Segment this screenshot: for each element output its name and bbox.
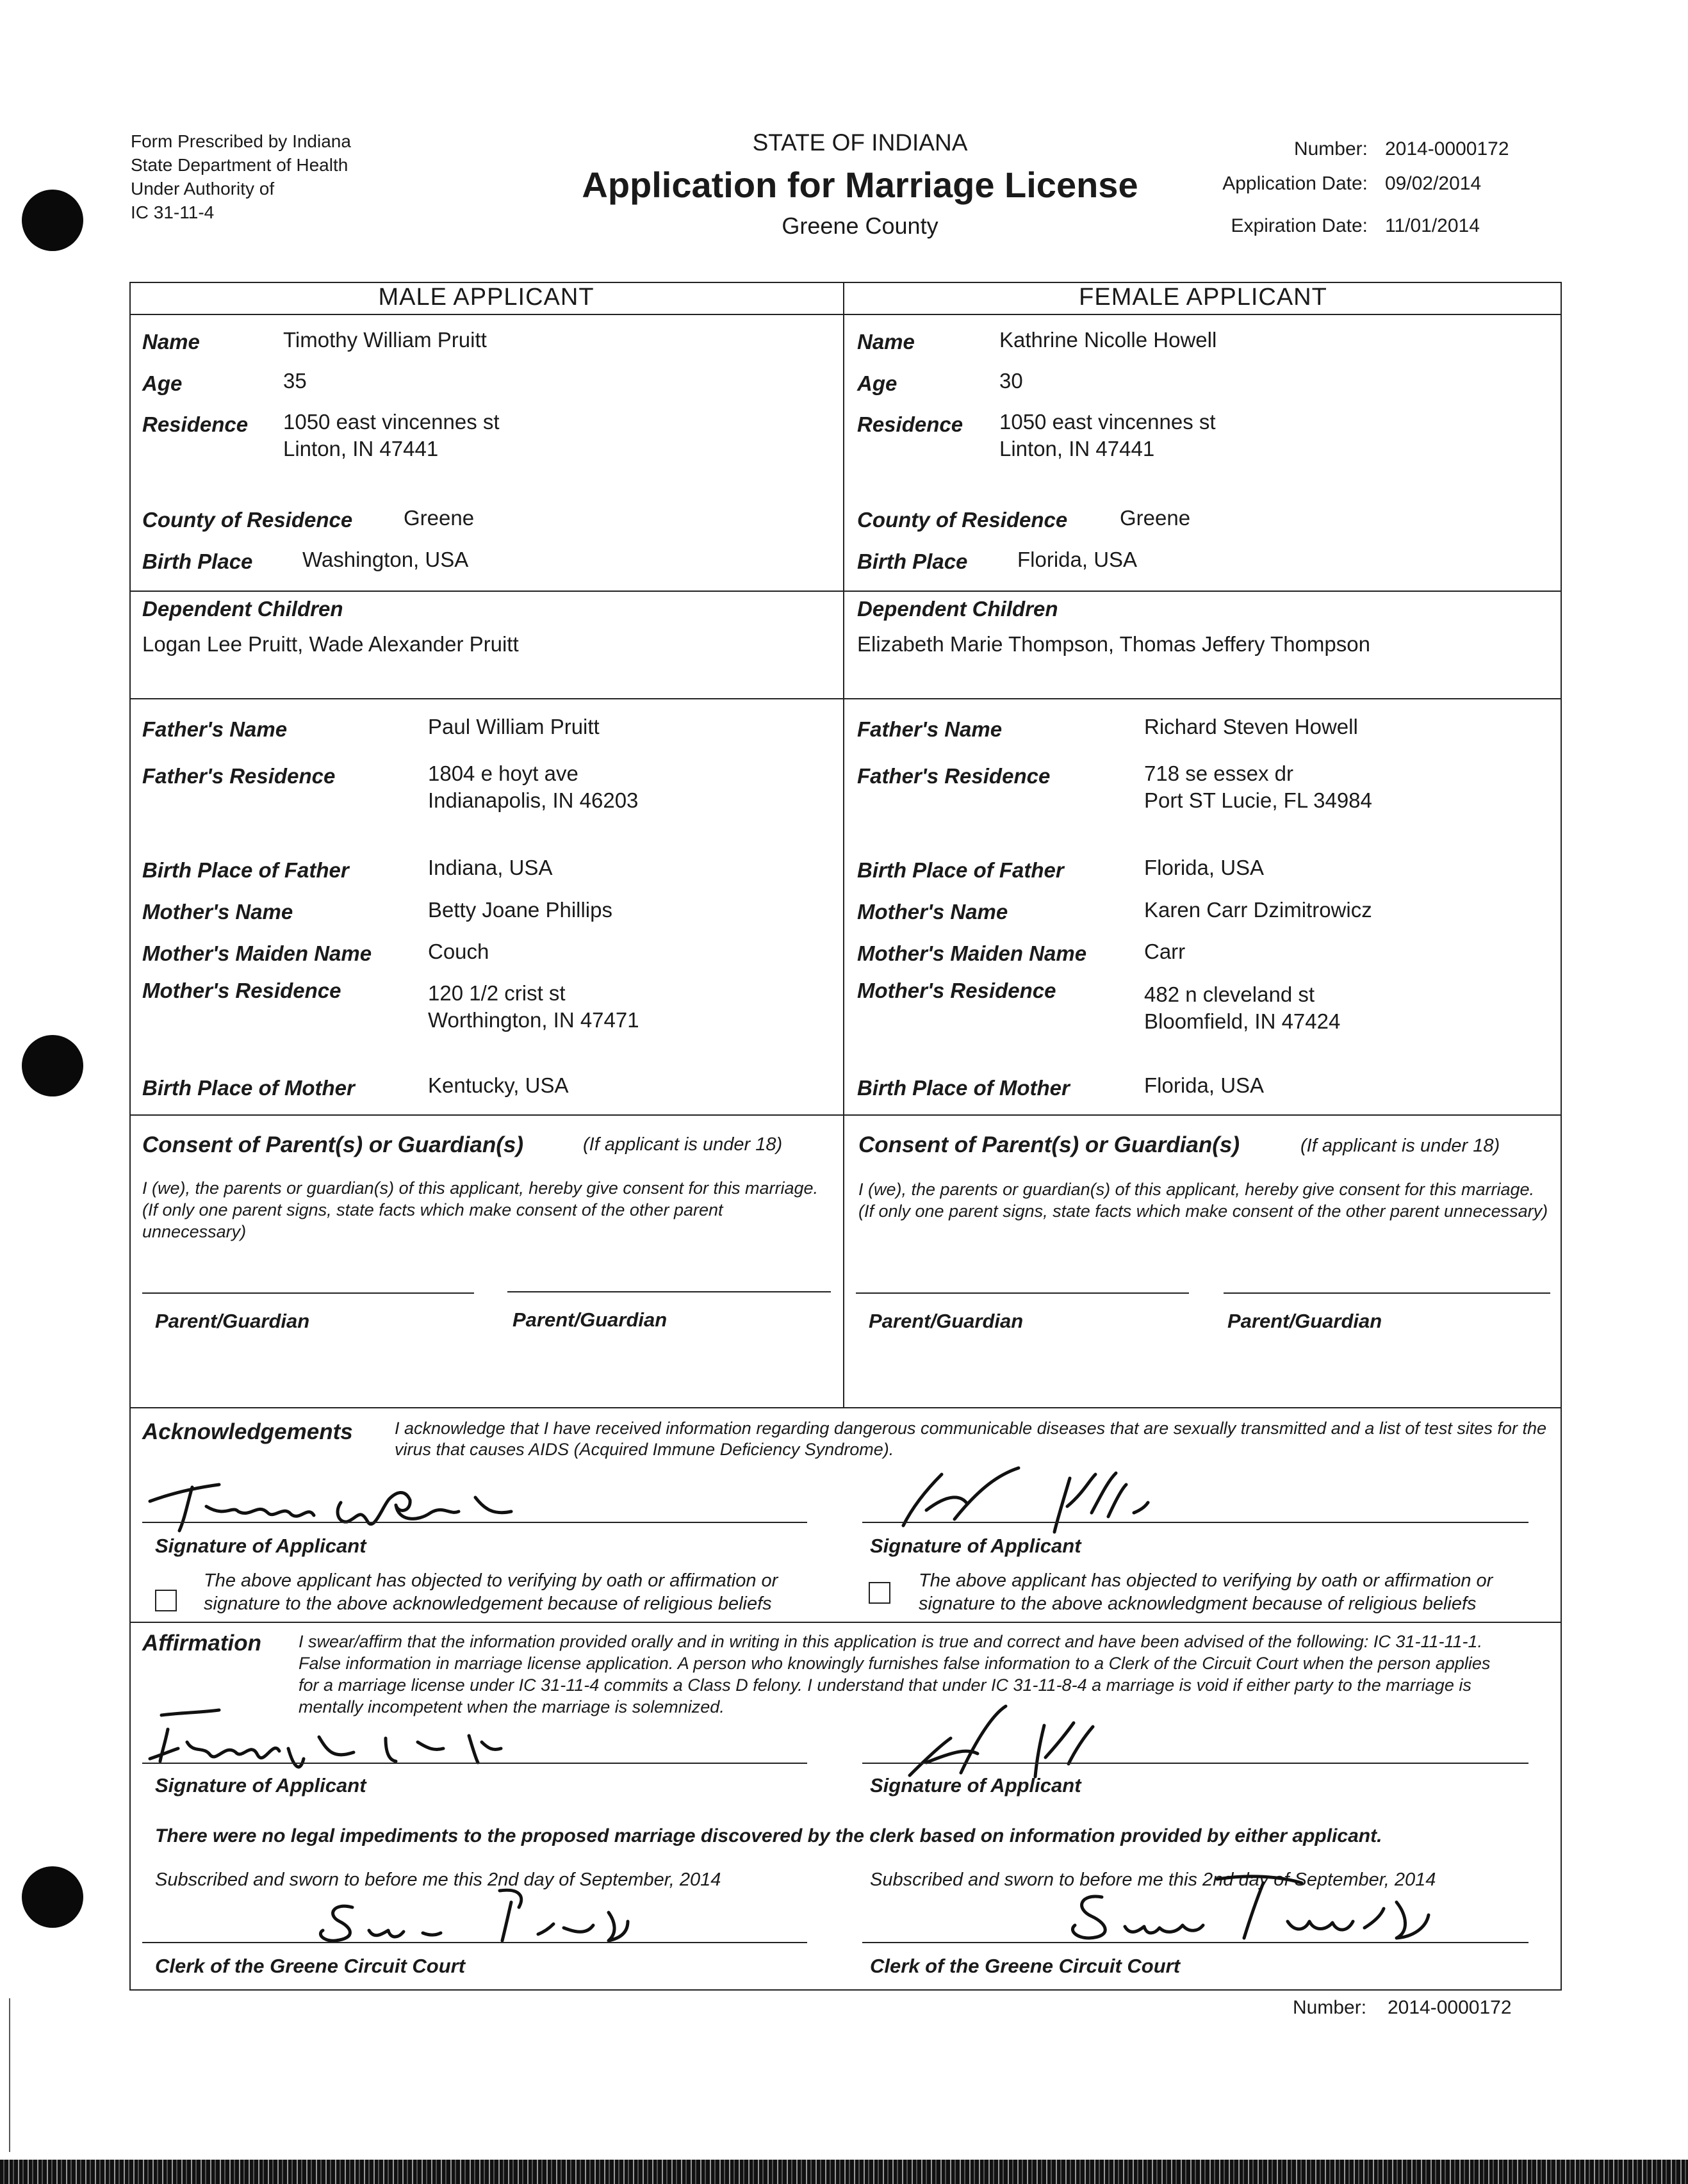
female-birthplace-label: Birth Place (857, 550, 968, 573)
female-father-residence-label: Father's Residence (857, 764, 1051, 788)
male-mother-name: Betty Joane Phillips (428, 898, 612, 922)
male-parent-guardian-label-2: Parent/Guardian (512, 1308, 668, 1331)
female-mother-maiden: Carr (1144, 940, 1186, 963)
female-applicant-heading: FEMALE APPLICANT (1079, 284, 1327, 311)
prescribed-line: Form Prescribed by Indiana (131, 131, 351, 151)
male-mother-name-label: Mother's Name (142, 900, 293, 924)
female-parent-guardian-line-2 (1224, 1292, 1550, 1294)
male-mother-maiden-label: Mother's Maiden Name (142, 941, 372, 965)
female-dependents: Elizabeth Marie Thompson, Thomas Jeffery Thompson (857, 632, 1370, 656)
divider-heading (129, 314, 1562, 315)
female-age-label: Age (857, 371, 897, 395)
male-affirm-signature-label: Signature of Applicant (155, 1774, 366, 1797)
male-parent-guardian-line-1 (142, 1292, 474, 1294)
male-residence-line2: Linton, IN 47441 (283, 437, 439, 460)
acknowledgements-text: I acknowledge that I have received information regarding dangerous communicable diseases that are sexually transmitted and a list of test sites for the virus that causes AIDS (Acquired Immune Deficiency Syndrome). (395, 1419, 1546, 1459)
male-mother-residence-line1: 120 1/2 crist st (428, 981, 566, 1005)
male-name-label: Name (142, 330, 200, 354)
female-father-birth-label: Birth Place of Father (857, 858, 1064, 882)
male-dependents: Logan Lee Pruitt, Wade Alexander Pruitt (142, 632, 519, 656)
male-father-birth: Indiana, USA (428, 856, 553, 879)
male-mother-residence-label: Mother's Residence (142, 979, 341, 1002)
male-consent-title: Consent of Parent(s) or Guardian(s) (142, 1132, 524, 1157)
male-birthplace-label: Birth Place (142, 550, 253, 573)
male-mother-birth: Kentucky, USA (428, 1073, 569, 1097)
female-mother-residence-line2: Bloomfield, IN 47424 (1144, 1009, 1341, 1033)
male-parent-guardian-label-1: Parent/Guardian (155, 1310, 310, 1332)
female-clerk-signature-line (862, 1942, 1528, 1943)
male-father-name-label: Father's Name (142, 717, 288, 741)
prescribed-line: Under Authority of (131, 179, 275, 199)
male-birthplace: Washington, USA (302, 548, 469, 571)
footer-number-label: Number: (1293, 1997, 1367, 2018)
male-parent-guardian-line-2 (507, 1291, 831, 1292)
female-mother-birth: Florida, USA (1144, 1073, 1265, 1097)
male-consent-text: I (we), the parents or guardian(s) of this applicant, hereby give consent for this marriage. (If only one parent signs, state facts which make consent of the other parent unnecessary) (142, 1178, 819, 1241)
male-father-name: Paul William Pruitt (428, 715, 600, 738)
male-father-residence-line2: Indianapolis, IN 46203 (428, 788, 639, 812)
female-objection-text: The above applicant has objected to verifying by oath or affirmation or signature to the above acknowledgment because of religious beliefs (919, 1570, 1493, 1614)
acknowledgements-title: Acknowledgements (142, 1419, 353, 1444)
female-county-label: County of Residence (857, 508, 1068, 532)
female-mother-birth-label: Birth Place of Mother (857, 1076, 1070, 1100)
number-value: 2014-0000172 (1385, 138, 1509, 159)
prescribed-line: IC 31-11-4 (131, 202, 215, 222)
female-father-name: Richard Steven Howell (1144, 715, 1358, 738)
female-ack-signature-line (862, 1522, 1528, 1523)
male-name: Timothy William Pruitt (283, 328, 487, 352)
male-father-residence-label: Father's Residence (142, 764, 336, 788)
male-dependents-label: Dependent Children (142, 597, 343, 621)
female-county: Greene (1120, 506, 1191, 530)
state-heading: STATE OF INDIANA (752, 129, 968, 156)
female-consent-title: Consent of Parent(s) or Guardian(s) (858, 1132, 1240, 1157)
divider-consent-top (129, 1114, 1562, 1116)
female-clerk-label: Clerk of the Greene Circuit Court (870, 1955, 1181, 1977)
male-county-label: County of Residence (142, 508, 353, 532)
female-consent-text: I (we), the parents or guardian(s) of this applicant, hereby give consent for this marriage. (If only one parent signs, state facts which make consent of the other parent unnecessary) (858, 1180, 1548, 1221)
female-mother-residence-line1: 482 n cleveland st (1144, 982, 1315, 1006)
divider-affirm-top (129, 1622, 1562, 1623)
female-mother-name-label: Mother's Name (857, 900, 1008, 924)
female-father-name-label: Father's Name (857, 717, 1003, 741)
female-father-residence-line2: Port ST Lucie, FL 34984 (1144, 788, 1372, 812)
number-label: Number: (1293, 138, 1368, 159)
application-date-label: Application Date: (1222, 173, 1368, 194)
male-mother-maiden: Couch (428, 940, 489, 963)
female-father-residence-line1: 718 se essex dr (1144, 762, 1293, 785)
female-dependents-label: Dependent Children (857, 597, 1058, 621)
male-applicant-heading: MALE APPLICANT (378, 284, 594, 311)
male-ack-signature (142, 1460, 527, 1544)
male-ack-signature-line (142, 1522, 807, 1523)
female-affirm-signature-line (862, 1763, 1528, 1764)
male-objection-checkbox[interactable] (155, 1590, 177, 1611)
female-mother-maiden-label: Mother's Maiden Name (857, 941, 1087, 965)
female-ack-signature (865, 1449, 1198, 1545)
application-date-value: 09/02/2014 (1385, 173, 1482, 194)
female-affirm-signature-label: Signature of Applicant (870, 1774, 1081, 1797)
female-residence-line2: Linton, IN 47441 (999, 437, 1155, 460)
female-parent-guardian-label-1: Parent/Guardian (869, 1310, 1024, 1332)
affirmation-title: Affirmation (142, 1631, 262, 1656)
punch-hole-bottom (22, 1866, 83, 1928)
expiration-date-label: Expiration Date: (1231, 215, 1368, 236)
female-mother-residence-label: Mother's Residence (857, 979, 1056, 1002)
county-heading: Greene County (782, 213, 938, 239)
male-residence-label: Residence (142, 412, 249, 436)
affirmation-text: I swear/affirm that the information provided orally and in writing in this application is true and correct and have been advised of the following: IC 31-11-11-1. False information in marriage license application. A person who knowingly furnishes false information to a Clerk of the Circuit Court when the person applies for a marriage license under IC 31-11-4 commits a Class D felony. I understand that under IC 31-11-8-4 a marriage is void if either party to the marriage is mentally incompetent when the marriage is solemnized. (299, 1632, 1491, 1716)
center-divider-top (843, 282, 844, 1407)
female-objection-checkbox[interactable] (869, 1582, 890, 1604)
male-clerk-signature-line (142, 1942, 807, 1943)
male-affirm-signature-line (142, 1763, 807, 1764)
male-clerk-label: Clerk of the Greene Circuit Court (155, 1955, 466, 1977)
male-subscribed-text: Subscribed and sworn to before me this 2nd day of September, 2014 (155, 1870, 721, 1890)
male-objection-text: The above applicant has objected to verifying by oath or affirmation or signature to the above acknowledgement because of religious beliefs (204, 1570, 778, 1614)
female-name: Kathrine Nicolle Howell (999, 328, 1217, 352)
male-father-birth-label: Birth Place of Father (142, 858, 349, 882)
female-consent-note: (If applicant is under 18) (1300, 1136, 1500, 1156)
female-subscribed-text: Subscribed and sworn to before me this 2nd day of September, 2014 (870, 1870, 1436, 1890)
male-mother-residence-line2: Worthington, IN 47471 (428, 1008, 639, 1032)
female-father-birth: Florida, USA (1144, 856, 1265, 879)
no-impediments-statement: There were no legal impediments to the proposed marriage discovered by the clerk based on information provided by either applicant. (155, 1825, 1382, 1846)
female-parent-guardian-label-2: Parent/Guardian (1227, 1310, 1382, 1332)
male-age-label: Age (142, 371, 183, 395)
scan-edge-mark (9, 1998, 10, 2152)
female-parent-guardian-line-1 (856, 1292, 1189, 1294)
female-residence-label: Residence (857, 412, 963, 436)
divider-ack-top (129, 1407, 1562, 1408)
scan-bottom-strip (0, 2160, 1688, 2184)
female-ack-signature-label: Signature of Applicant (870, 1535, 1081, 1557)
female-birthplace: Florida, USA (1017, 548, 1138, 571)
female-clerk-signature (1063, 1870, 1461, 1947)
footer-number-value: 2014-0000172 (1388, 1997, 1512, 2018)
male-age: 35 (283, 369, 307, 393)
divider-parents-top (129, 698, 1562, 699)
male-ack-signature-label: Signature of Applicant (155, 1535, 366, 1557)
female-age: 30 (999, 369, 1023, 393)
male-residence-line1: 1050 east vincennes st (283, 410, 500, 434)
female-name-label: Name (857, 330, 915, 354)
female-affirm-signature (865, 1687, 1172, 1783)
male-mother-birth-label: Birth Place of Mother (142, 1076, 355, 1100)
female-residence-line1: 1050 east vincennes st (999, 410, 1216, 434)
divider-dependents-top (129, 591, 1562, 592)
male-father-residence-line1: 1804 e hoyt ave (428, 762, 578, 785)
male-county: Greene (404, 506, 475, 530)
expiration-date-value: 11/01/2014 (1385, 215, 1480, 236)
male-consent-note: (If applicant is under 18) (583, 1134, 783, 1155)
punch-hole-middle (22, 1035, 83, 1096)
page-title: Application for Marriage License (582, 165, 1138, 205)
female-mother-name: Karen Carr Dzimitrowicz (1144, 898, 1372, 922)
prescribed-line: State Department of Health (131, 155, 348, 175)
